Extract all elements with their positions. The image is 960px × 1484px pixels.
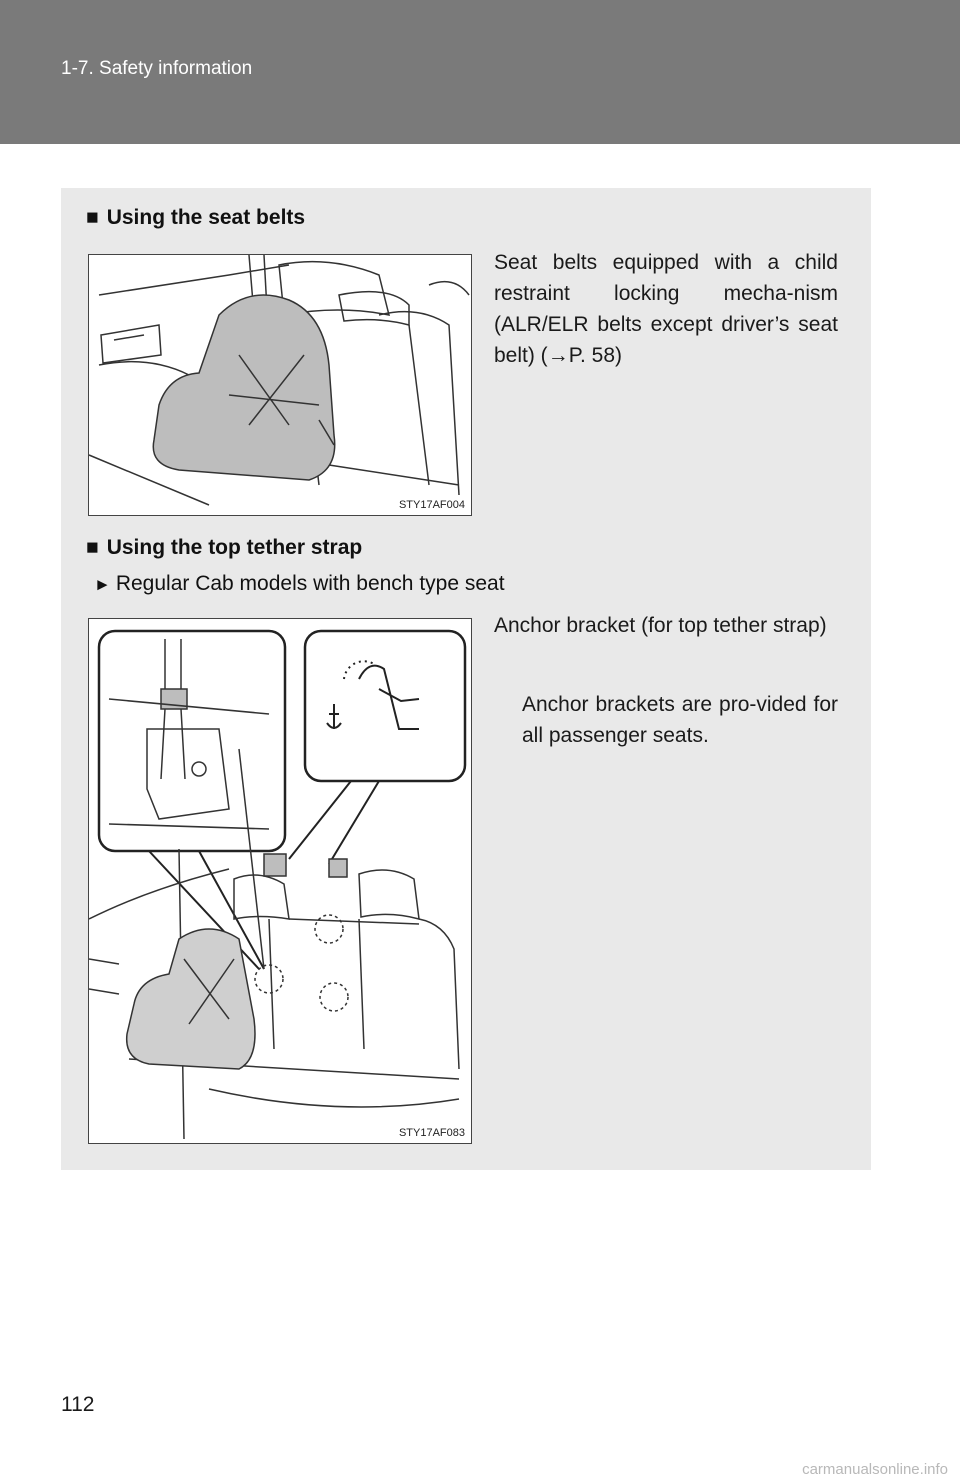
page-reference-link[interactable]: P. 58) — [568, 344, 623, 367]
anchor-bracket-description: Anchor bracket (for top tether strap) — [494, 614, 827, 637]
figure-child-seat-seatbelt — [88, 254, 472, 516]
figure-code: STY17AF083 — [398, 1127, 465, 1139]
heading-text: Using the seat belts — [106, 206, 306, 229]
page-header — [0, 0, 960, 144]
arrow-icon: → — [547, 344, 569, 367]
section-title: 1-7. Safety information — [61, 58, 253, 79]
heading-top-tether — [86, 536, 362, 560]
heading-text: Using the top tether strap — [106, 536, 363, 559]
square-bullet-icon: ■ — [86, 206, 99, 229]
page-number: 112 — [61, 1393, 95, 1416]
anchor-bracket-note: Anchor brackets are pro-vided for all passenger seats. — [522, 693, 838, 747]
regular-cab-bullet — [94, 572, 505, 596]
child-seat-illustration — [89, 255, 471, 515]
square-bullet-icon: ■ — [86, 536, 99, 559]
seat-belt-description — [494, 247, 838, 371]
tether-anchor-illustration — [89, 619, 471, 1143]
bullet-text: Regular Cab models with bench type seat — [115, 572, 505, 595]
watermark: carmanualsonline.info — [802, 1461, 948, 1478]
heading-seat-belts — [86, 206, 305, 230]
figure-code: STY17AF004 — [398, 499, 465, 511]
figure-top-tether-anchor — [88, 618, 472, 1144]
desc-text: Seat belts equipped with a child restraint locking mecha-nism (ALR/ELR belts except driver’s seat belt) ( — [494, 251, 838, 367]
triangle-bullet-icon: ► — [94, 575, 111, 594]
